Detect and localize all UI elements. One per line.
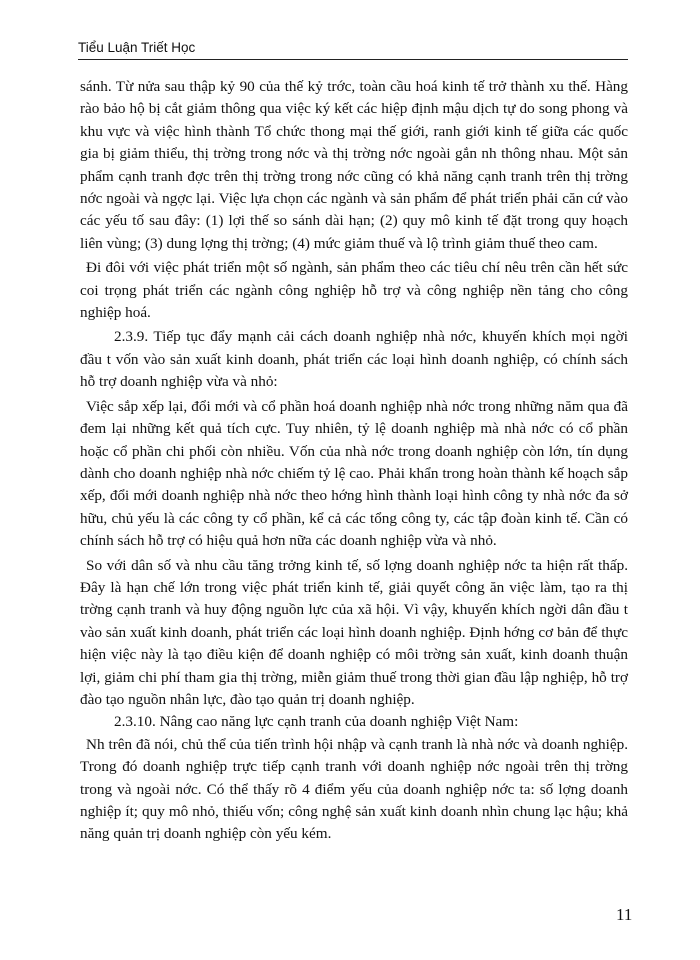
paragraph: So với dân số và nhu cầu tăng trởng kinh tế, số lợng doanh nghiệp nớc ta hiện rất thấp. Đây là hạn chế lớn trong việc phát triển kinh tế, giải quyết công ăn việc làm, tạo ra thị trờng cạnh tranh và huy động nguồn lực của xã hội. Vì vậy, khuyến khích ngời dân đầu t vào sản xuất kinh doanh, phát triển các loại hình doanh nghiệp. Định hớng cơ bản để thực hiện việc này là tạo điều kiện để doanh nghiệp có môi trờng sản xuất, kinh doanh thuận lợi, giảm chi phí tham gia thị trờng, miễn giảm thuế trong thời gian đầu lập nghiệp, hỗ trợ đào tạo nguồn nhân lực, đào tạo quản trị doanh nghiệp. bbox=[80, 556, 628, 708]
page-number: 11 bbox=[616, 905, 633, 924]
section-heading: 2.3.9. Tiếp tục đẩy mạnh cải cách doanh nghiệp nhà nớc, khuyến khích mọi ngời đầu t vốn vào sản xuất kinh doanh, phát triển các loại hình doanh nghiệp, có chính sách hỗ trợ doanh nghiệp vừa và nhỏ: bbox=[80, 328, 628, 391]
paragraph: Nh trên đã nói, chủ thể của tiến trình hội nhập và cạnh tranh là nhà nớc và doanh nghiệp. Trong đó doanh nghiệp trực tiếp cạnh tranh với doanh nghiệp nớc ngoài trên thị trờng trong và ngoài nớc. Có thể thấy rõ 4 điểm yếu của doanh nghiệp nớc ta: số lợng doanh nghiệp ít; quy mô nhỏ, thiếu vốn; công nghệ sản xuất kinh doanh nhìn chung lạc hậu; khả năng quản trị doanh nghiệp còn yếu kém. bbox=[80, 735, 628, 843]
section-heading: 2.3.10. Nâng cao năng lực cạnh tranh của doanh nghiệp Việt Nam: bbox=[114, 713, 519, 731]
paragraph: sánh. Từ nửa sau thập kỷ 90 của thế kỷ trớc, toàn cầu hoá kinh tế trở thành xu thế. Hàng rào bảo hộ bị cắt giảm thông qua việc ký kết các hiệp định mậu dịch tự do song phong và khu vực và việc hình thành Tổ chức thong mại thế giới, ranh giới kinh tế giữa các quốc gia bị giảm thiểu, thị trờng trong nớc và thị trờng nớc ngoài gắn nh thông nhau. Một sản phẩm cạnh tranh đợc trên thị trờng trong nớc cũng có khả năng cạnh tranh trên thị trờng nớc ngoài và ngợc lại. Việc lựa chọn các ngành và sản phẩm để phát triển phải căn cứ vào các yếu tố sau đây: (1) lợi thế so sánh dài hạn; (2) quy mô kinh tế đặt trong quy hoạch liên vùng; (3) dung lợng thị trờng; (4) mức giảm thuế và lộ trình giảm thuế theo cam. bbox=[80, 78, 628, 252]
document-body bbox=[80, 76, 628, 846]
paragraph: Việc sắp xếp lại, đổi mới và cổ phần hoá doanh nghiệp nhà nớc trong những năm qua đã đem lại những kết quả tích cực. Tuy nhiên, tỷ lệ doanh nghiệp mà nhà nớc có cổ phần hoặc cổ phần chi phối còn nhiều. Vốn của nhà nớc trong doanh nghiệp còn lớn, tín dụng dành cho doanh nghiệp nhà nớc chiếm tỷ lệ cao. Phải khẩn trong hoàn thành kế hoạch sắp xếp, đổi mới doanh nghiệp nhà nớc theo hớng hình thành loại hình công ty nhà nớc đa sở hữu, chủ yếu là các công ty cổ phần, kể cả các tổng công ty, các tập đoàn kinh tế. Cần có chính sách hỗ trợ có hiệu quả hơn nữa các doanh nghiệp vừa và nhỏ. bbox=[80, 397, 628, 550]
header-title: Tiểu Luận Triết Học bbox=[78, 40, 196, 55]
paragraph: Đi đôi với việc phát triển một số ngành, sản phẩm theo các tiêu chí nêu trên cần hết sức coi trọng phát triển các ngành công nghiệp hỗ trợ và công nghiệp nền tảng cho công nghiệp hoá. bbox=[80, 259, 628, 322]
page-header bbox=[78, 40, 628, 60]
